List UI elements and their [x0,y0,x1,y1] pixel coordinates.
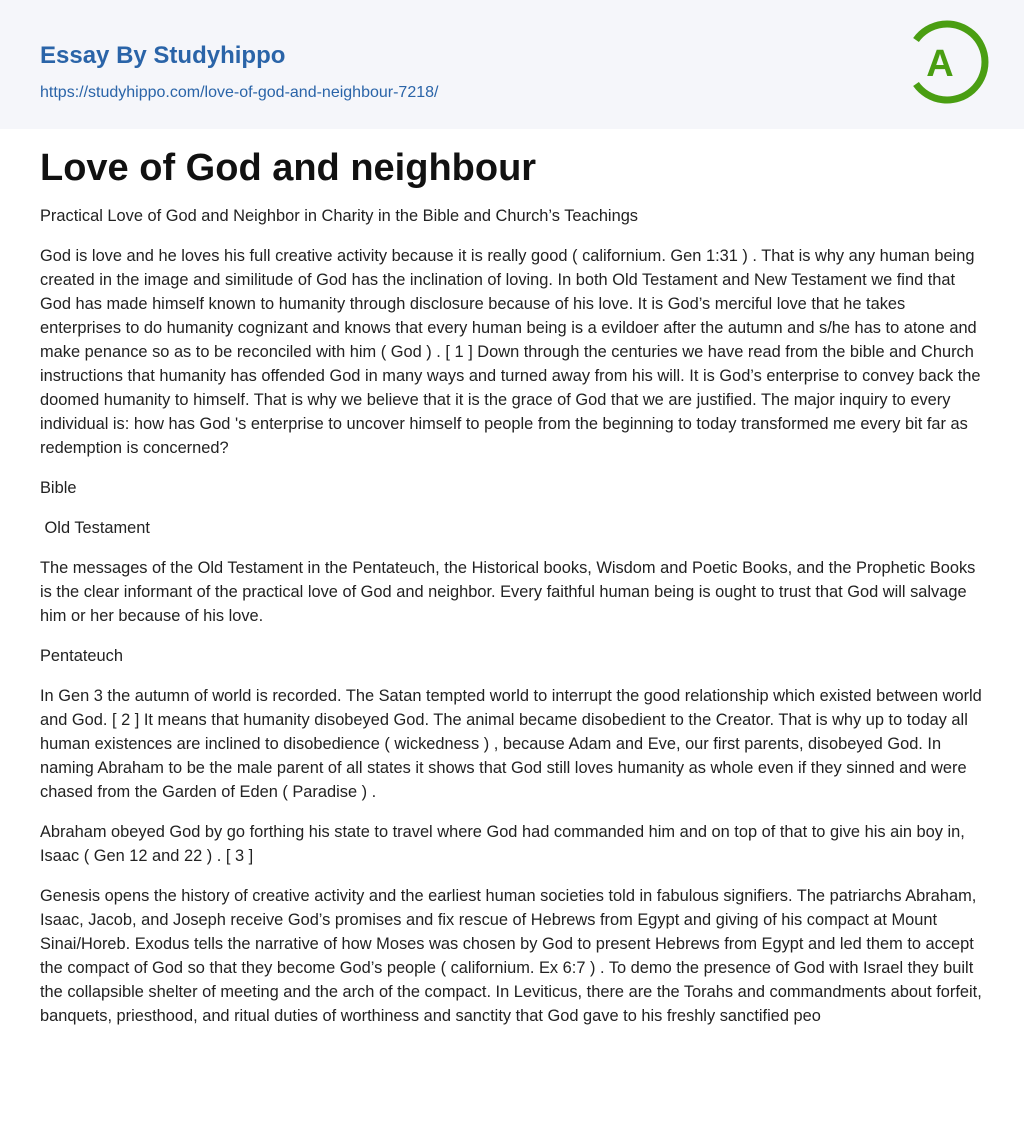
site-header [0,0,1024,129]
paragraph: Genesis opens the history of creative activity and the earliest human societies told in fabulous signifiers. The patriarchs Abraham, Isaac, Jacob, and Joseph receive God’s promises and fix rescue of Hebrews from Egypt and giving of his compact at Mount Sinai/Horeb. Exodus tells the narrative of how Moses was chosen by God to present Hebrews from Egypt and led them to accept the compact of God so that they become God’s people ( californium. Ex 6:7 ) . To demo the presence of God with Israel they built the collapsible shelter of meeting and the arch of the compact. In Leviticus, there are the Torahs and commandments about forfeit, banquets, priesthood, and ritual duties of worthiness and sanctity that God gave to his freshly sanctified peo [40,887,982,1025]
studyhippo-logo-icon [906,18,990,106]
source-url-link[interactable]: https://studyhippo.com/love-of-god-and-neighbour-7218/ [40,84,439,101]
paragraph: The messages of the Old Testament in the Pentateuch, the Historical books, Wisdom and Poetic Books, and the Prophetic Books is the clear informant of the practical love of God and neighbor. Every faithful human being is ought to trust that God will salvage him or her because of his love. [40,559,976,625]
paragraph: Abraham obeyed God by go forthing his state to travel where God had commanded him and on top of that to give his ain boy in, Isaac ( Gen 12 and 22 ) . [ 3 ] [40,823,965,865]
section-heading-bible: Bible [40,479,77,497]
paragraph: God is love and he loves his full creative activity because it is really good ( californium. Gen 1:31 ) . That is why any human being created in the image and similitude of God has the inclination of loving. In both Old Testament and New Testament we find that God has made himself known to humanity through disclosure because of his love. It is God’s merciful love that he takes enterprises to do humanity cognizant and knows that every human being is a evildoer after the autumn and s/he has to atone and make penance so as to be reconciled with him ( God ) . [ 1 ] Down through the centuries we have read from the bible and Church instructions that humanity has offended God in many ways and turned away from his will. It is God’s enterprise to convey back the doomed humanity to himself. That is why we believe that it is the grace of God that we are justified. The major inquiry to every individual is: how has God 's enterprise to uncover himself to people from the beginning to today transformed me every bit far as redemption is concerned? [40,247,981,457]
paragraph: In Gen 3 the autumn of world is recorded. The Satan tempted world to interrupt the good relationship which existed between world and God. [ 2 ] It means that humanity disobeyed God. The animal became disobedient to the Creator. That is why up to today all human existences are inclined to disobedience ( wickedness ) , because Adam and Eve, our first parents, disobeyed God. In naming Abraham to be the male parent of all states it shows that God still loves humanity as whole even if they sinned and were chased from the Garden of Eden ( Paradise ) . [40,687,982,801]
section-heading-pentateuch: Pentateuch [40,647,123,665]
essay-content [0,147,1024,1028]
essay-subtitle: Practical Love of God and Neighbor in Charity in the Bible and Church’s Teachings [40,207,639,225]
section-heading-old-testament: Old Testament [40,519,150,537]
essay-title: Love of God and neighbour [40,147,537,189]
svg-text:A: A [926,43,954,85]
brand-title: Essay By Studyhippo [40,42,286,69]
